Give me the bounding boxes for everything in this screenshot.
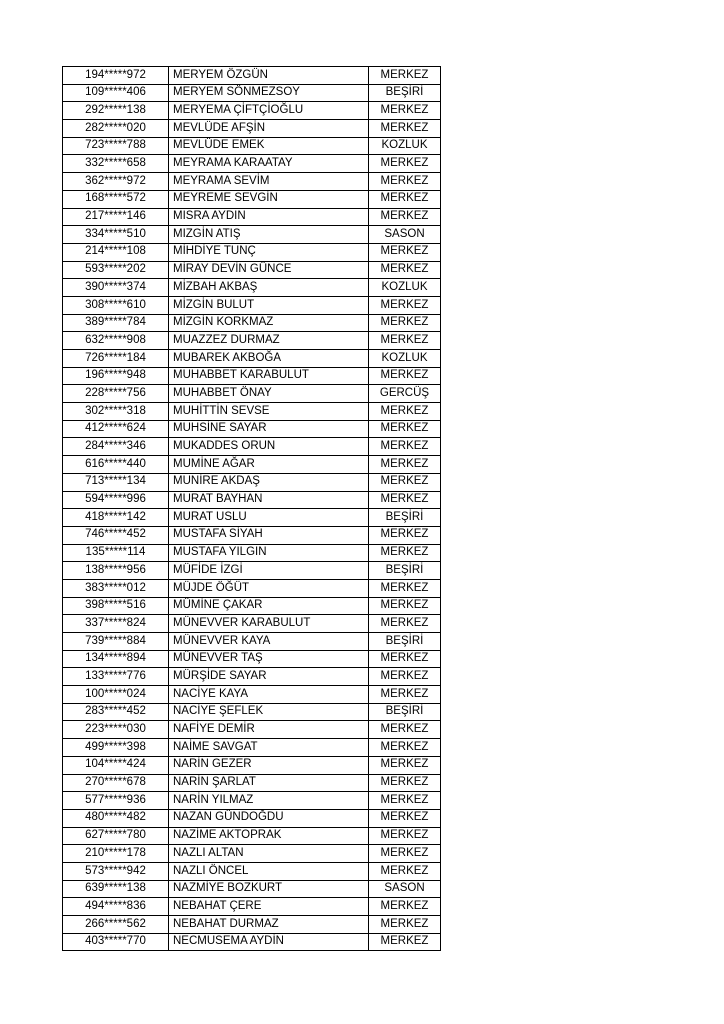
name-cell: NAZMİYE BOZKURT xyxy=(169,880,369,898)
district-cell: BEŞİRİ xyxy=(369,562,441,580)
id-cell: 104*****424 xyxy=(63,756,169,774)
name-cell: NACİYE ŞEFLEK xyxy=(169,703,369,721)
table-row xyxy=(63,102,441,120)
id-cell: 214*****108 xyxy=(63,243,169,261)
district-cell: MERKEZ xyxy=(369,721,441,739)
name-cell: NAZİME AKTOPRAK xyxy=(169,827,369,845)
district-cell: MERKEZ xyxy=(369,403,441,421)
district-cell: MERKEZ xyxy=(369,792,441,810)
name-cell: MUAZZEZ DURMAZ xyxy=(169,332,369,350)
name-cell: MUMİNE AĞAR xyxy=(169,456,369,474)
district-cell: MERKEZ xyxy=(369,650,441,668)
district-cell: MERKEZ xyxy=(369,827,441,845)
id-cell: 616*****440 xyxy=(63,456,169,474)
table-row xyxy=(63,827,441,845)
district-cell: MERKEZ xyxy=(369,208,441,226)
id-cell: 389*****784 xyxy=(63,314,169,332)
district-cell: GERCÜŞ xyxy=(369,385,441,403)
id-cell: 217*****146 xyxy=(63,208,169,226)
table-row xyxy=(63,226,441,244)
name-cell: MÜFİDE İZGİ xyxy=(169,562,369,580)
district-cell: MERKEZ xyxy=(369,774,441,792)
name-cell: MUHABBET KARABULUT xyxy=(169,367,369,385)
table-row xyxy=(63,509,441,527)
name-cell: NACİYE KAYA xyxy=(169,686,369,704)
id-cell: 726*****184 xyxy=(63,350,169,368)
district-cell: MERKEZ xyxy=(369,809,441,827)
table-row xyxy=(63,650,441,668)
id-cell: 135*****114 xyxy=(63,544,169,562)
table-row xyxy=(63,438,441,456)
id-cell: 138*****956 xyxy=(63,562,169,580)
district-cell: MERKEZ xyxy=(369,845,441,863)
id-cell: 627*****780 xyxy=(63,827,169,845)
district-cell: MERKEZ xyxy=(369,898,441,916)
table-row xyxy=(63,155,441,173)
name-cell: NEBAHAT DURMAZ xyxy=(169,916,369,934)
name-cell: MURAT USLU xyxy=(169,509,369,527)
id-cell: 390*****374 xyxy=(63,279,169,297)
name-cell: MUKADDES ORUN xyxy=(169,438,369,456)
name-cell: NARİN GEZER xyxy=(169,756,369,774)
id-cell: 494*****836 xyxy=(63,898,169,916)
table-row xyxy=(63,491,441,509)
name-cell: MUSTAFA SİYAH xyxy=(169,526,369,544)
name-cell: NAİME SAVGAT xyxy=(169,739,369,757)
table-row xyxy=(63,809,441,827)
id-cell: 398*****516 xyxy=(63,597,169,615)
district-cell: MERKEZ xyxy=(369,314,441,332)
records-body xyxy=(63,67,441,951)
table-row xyxy=(63,526,441,544)
table-row xyxy=(63,933,441,951)
name-cell: MÜNEVVER KARABULUT xyxy=(169,615,369,633)
id-cell: 632*****908 xyxy=(63,332,169,350)
district-cell: SASON xyxy=(369,880,441,898)
id-cell: 362*****972 xyxy=(63,173,169,191)
district-cell: MERKEZ xyxy=(369,173,441,191)
id-cell: 284*****346 xyxy=(63,438,169,456)
table-row xyxy=(63,562,441,580)
id-cell: 133*****776 xyxy=(63,668,169,686)
name-cell: MÜJDE ÖĞÜT xyxy=(169,579,369,597)
district-cell: MERKEZ xyxy=(369,756,441,774)
name-cell: MURAT BAYHAN xyxy=(169,491,369,509)
id-cell: 573*****942 xyxy=(63,862,169,880)
table-row xyxy=(63,243,441,261)
table-row xyxy=(63,597,441,615)
name-cell: MÜNEVVER TAŞ xyxy=(169,650,369,668)
id-cell: 418*****142 xyxy=(63,509,169,527)
district-cell: MERKEZ xyxy=(369,544,441,562)
district-cell: MERKEZ xyxy=(369,686,441,704)
name-cell: MUSTAFA YILGIN xyxy=(169,544,369,562)
id-cell: 194*****972 xyxy=(63,67,169,85)
name-cell: NAZLI ÖNCEL xyxy=(169,862,369,880)
id-cell: 168*****572 xyxy=(63,190,169,208)
id-cell: 723*****788 xyxy=(63,137,169,155)
district-cell: KOZLUK xyxy=(369,279,441,297)
district-cell: MERKEZ xyxy=(369,916,441,934)
district-cell: MERKEZ xyxy=(369,526,441,544)
district-cell: MERKEZ xyxy=(369,473,441,491)
name-cell: NARİN ŞARLAT xyxy=(169,774,369,792)
name-cell: MÜMİNE ÇAKAR xyxy=(169,597,369,615)
table-row xyxy=(63,756,441,774)
district-cell: BEŞİRİ xyxy=(369,703,441,721)
table-row xyxy=(63,279,441,297)
table-row xyxy=(63,208,441,226)
name-cell: MİZBAH AKBAŞ xyxy=(169,279,369,297)
district-cell: MERKEZ xyxy=(369,367,441,385)
table-row xyxy=(63,173,441,191)
name-cell: MÜRŞİDE SAYAR xyxy=(169,668,369,686)
id-cell: 266*****562 xyxy=(63,916,169,934)
district-cell: MERKEZ xyxy=(369,456,441,474)
table-row xyxy=(63,314,441,332)
id-cell: 334*****510 xyxy=(63,226,169,244)
name-cell: MUNİRE AKDAŞ xyxy=(169,473,369,491)
id-cell: 196*****948 xyxy=(63,367,169,385)
district-cell: MERKEZ xyxy=(369,615,441,633)
name-cell: NAZAN GÜNDOĞDU xyxy=(169,809,369,827)
table-row xyxy=(63,916,441,934)
district-cell: MERKEZ xyxy=(369,120,441,138)
name-cell: MUHİTTİN SEVSE xyxy=(169,403,369,421)
district-cell: KOZLUK xyxy=(369,350,441,368)
name-cell: MIZGİN ATIŞ xyxy=(169,226,369,244)
table-row xyxy=(63,420,441,438)
district-cell: KOZLUK xyxy=(369,137,441,155)
table-row xyxy=(63,898,441,916)
id-cell: 577*****936 xyxy=(63,792,169,810)
table-row xyxy=(63,615,441,633)
table-row xyxy=(63,137,441,155)
table-row xyxy=(63,261,441,279)
id-cell: 412*****624 xyxy=(63,420,169,438)
name-cell: MİZGİN BULUT xyxy=(169,296,369,314)
table-row xyxy=(63,792,441,810)
district-cell: MERKEZ xyxy=(369,420,441,438)
id-cell: 383*****012 xyxy=(63,579,169,597)
id-cell: 283*****452 xyxy=(63,703,169,721)
table-row xyxy=(63,120,441,138)
table-row xyxy=(63,190,441,208)
table-row xyxy=(63,544,441,562)
name-cell: MERYEM SÖNMEZSOY xyxy=(169,84,369,102)
id-cell: 228*****756 xyxy=(63,385,169,403)
district-cell: MERKEZ xyxy=(369,597,441,615)
id-cell: 292*****138 xyxy=(63,102,169,120)
id-cell: 100*****024 xyxy=(63,686,169,704)
district-cell: MERKEZ xyxy=(369,296,441,314)
district-cell: MERKEZ xyxy=(369,190,441,208)
district-cell: MERKEZ xyxy=(369,933,441,951)
district-cell: MERKEZ xyxy=(369,579,441,597)
table-row xyxy=(63,67,441,85)
table-row xyxy=(63,703,441,721)
id-cell: 308*****610 xyxy=(63,296,169,314)
id-cell: 223*****030 xyxy=(63,721,169,739)
name-cell: MUBAREK AKBOĞA xyxy=(169,350,369,368)
name-cell: MERYEMA ÇİFTÇİOĞLU xyxy=(169,102,369,120)
name-cell: MISRA AYDIN xyxy=(169,208,369,226)
table-row xyxy=(63,403,441,421)
district-cell: MERKEZ xyxy=(369,155,441,173)
name-cell: MÜNEVVER KAYA xyxy=(169,633,369,651)
name-cell: MUHABBET ÖNAY xyxy=(169,385,369,403)
name-cell: MEVLÜDE AFŞİN xyxy=(169,120,369,138)
id-cell: 403*****770 xyxy=(63,933,169,951)
id-cell: 282*****020 xyxy=(63,120,169,138)
table-row xyxy=(63,296,441,314)
table-row xyxy=(63,633,441,651)
district-cell: MERKEZ xyxy=(369,102,441,120)
name-cell: MİZGİN KORKMAZ xyxy=(169,314,369,332)
district-cell: MERKEZ xyxy=(369,332,441,350)
table-row xyxy=(63,385,441,403)
name-cell: MERYEM ÖZGÜN xyxy=(169,67,369,85)
id-cell: 337*****824 xyxy=(63,615,169,633)
district-cell: BEŞİRİ xyxy=(369,633,441,651)
id-cell: 302*****318 xyxy=(63,403,169,421)
table-row xyxy=(63,739,441,757)
table-row xyxy=(63,579,441,597)
table-row xyxy=(63,845,441,863)
table-row xyxy=(63,84,441,102)
district-cell: MERKEZ xyxy=(369,862,441,880)
table-row xyxy=(63,774,441,792)
table-row xyxy=(63,332,441,350)
name-cell: NAZLI ALTAN xyxy=(169,845,369,863)
name-cell: NECMUSEMA AYDİN xyxy=(169,933,369,951)
id-cell: 210*****178 xyxy=(63,845,169,863)
name-cell: NARİN YILMAZ xyxy=(169,792,369,810)
name-cell: MUHSİNE SAYAR xyxy=(169,420,369,438)
name-cell: MEYRAMA SEVİM xyxy=(169,173,369,191)
id-cell: 134*****894 xyxy=(63,650,169,668)
name-cell: MEVLÜDE EMEK xyxy=(169,137,369,155)
id-cell: 739*****884 xyxy=(63,633,169,651)
table-row xyxy=(63,686,441,704)
id-cell: 713*****134 xyxy=(63,473,169,491)
table-row xyxy=(63,862,441,880)
id-cell: 109*****406 xyxy=(63,84,169,102)
table-row xyxy=(63,350,441,368)
district-cell: BEŞİRİ xyxy=(369,84,441,102)
id-cell: 499*****398 xyxy=(63,739,169,757)
district-cell: MERKEZ xyxy=(369,261,441,279)
id-cell: 593*****202 xyxy=(63,261,169,279)
district-cell: MERKEZ xyxy=(369,243,441,261)
district-cell: SASON xyxy=(369,226,441,244)
id-cell: 332*****658 xyxy=(63,155,169,173)
district-cell: MERKEZ xyxy=(369,668,441,686)
name-cell: MİHDİYE TUNÇ xyxy=(169,243,369,261)
id-cell: 594*****996 xyxy=(63,491,169,509)
name-cell: NEBAHAT ÇERE xyxy=(169,898,369,916)
district-cell: MERKEZ xyxy=(369,491,441,509)
id-cell: 746*****452 xyxy=(63,526,169,544)
table-row xyxy=(63,721,441,739)
table-row xyxy=(63,456,441,474)
id-cell: 480*****482 xyxy=(63,809,169,827)
district-cell: MERKEZ xyxy=(369,67,441,85)
district-cell: MERKEZ xyxy=(369,438,441,456)
district-cell: MERKEZ xyxy=(369,739,441,757)
table-row xyxy=(63,473,441,491)
table-row xyxy=(63,668,441,686)
name-cell: MİRAY DEVİN GÜNCE xyxy=(169,261,369,279)
id-cell: 639*****138 xyxy=(63,880,169,898)
id-cell: 270*****678 xyxy=(63,774,169,792)
records-table xyxy=(62,66,441,951)
name-cell: MEYRAMA KARAATAY xyxy=(169,155,369,173)
district-cell: BEŞİRİ xyxy=(369,509,441,527)
name-cell: MEYREME SEVGİN xyxy=(169,190,369,208)
table-row xyxy=(63,880,441,898)
table-row xyxy=(63,367,441,385)
name-cell: NAFİYE DEMİR xyxy=(169,721,369,739)
